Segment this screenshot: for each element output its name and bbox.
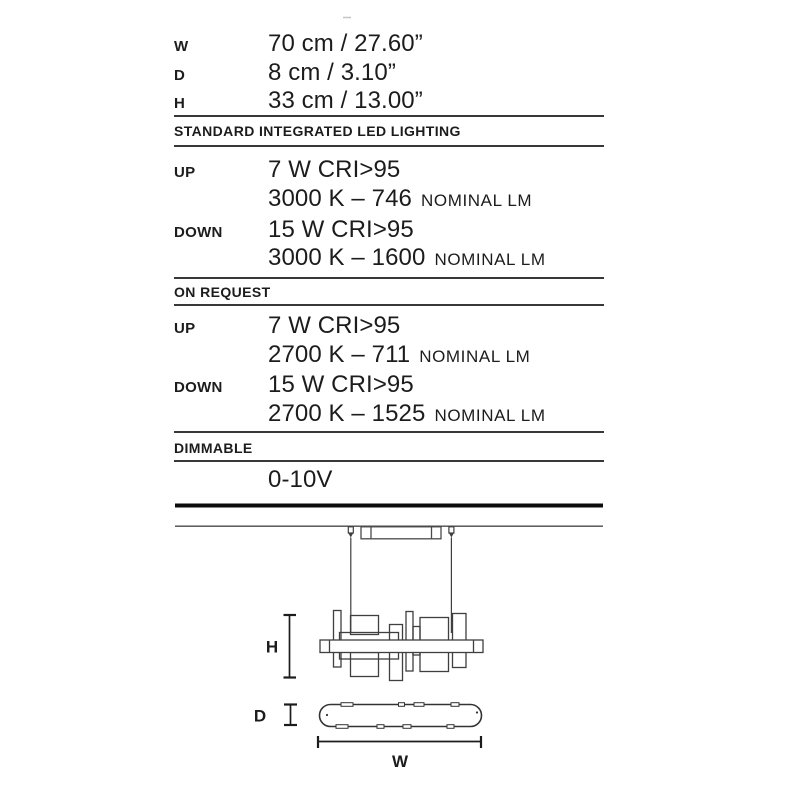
- depth-dimension-label: D: [253, 706, 267, 726]
- ceiling-canopy: [361, 527, 441, 539]
- depth-dimension-line: [284, 705, 297, 726]
- width-dimension-line: [318, 736, 481, 748]
- spec-value: 7 W CRI>95: [268, 156, 401, 183]
- spec-value: 3000 K – 746: [268, 185, 412, 212]
- direction-label: UP: [174, 164, 196, 181]
- dimension-value-w: 70 cm / 27.60”: [268, 30, 423, 57]
- direction-label: UP: [174, 320, 196, 337]
- spec-value: 2700 K – 711: [268, 341, 411, 368]
- direction-label: DOWN: [174, 224, 223, 241]
- spec-unit: NOMINAL LM: [421, 191, 533, 210]
- spec-unit: NOMINAL LM: [434, 406, 546, 425]
- section-title-standard-led: STANDARD INTEGRATED LED LIGHTING: [174, 123, 461, 139]
- section-title-on-request: ON REQUEST: [174, 284, 271, 300]
- dimension-label-h: H: [174, 95, 186, 112]
- dimension-label-w: W: [174, 38, 189, 55]
- spec-value: 0-10V: [268, 466, 333, 493]
- width-dimension-label: W: [391, 752, 409, 771]
- lamp-top-view: [320, 703, 482, 729]
- height-dimension-label: H: [265, 637, 279, 657]
- dimension-value-h: 33 cm / 13.00”: [268, 87, 423, 114]
- direction-label: DOWN: [174, 379, 223, 396]
- spec-value: 3000 K – 1600: [268, 244, 426, 271]
- spec-value: 15 W CRI>95: [268, 371, 414, 398]
- spec-value: 7 W CRI>95: [268, 312, 401, 339]
- spec-unit: NOMINAL LM: [434, 250, 546, 269]
- dimension-value-d: 8 cm / 3.10”: [268, 59, 396, 86]
- top-view-screw-dot: [476, 711, 478, 713]
- spec-value: 15 W CRI>95: [268, 216, 414, 243]
- top-view-screw-dot: [326, 714, 328, 716]
- height-dimension-line: [284, 615, 297, 678]
- spec-unit: NOMINAL LM: [419, 347, 531, 366]
- lamp-center-bar: [320, 640, 483, 653]
- lamp-front-view: [320, 611, 483, 681]
- dimension-label-d: D: [174, 67, 186, 84]
- section-title-dimmable: DIMMABLE: [174, 440, 253, 456]
- spec-value: 2700 K – 1525: [268, 400, 426, 427]
